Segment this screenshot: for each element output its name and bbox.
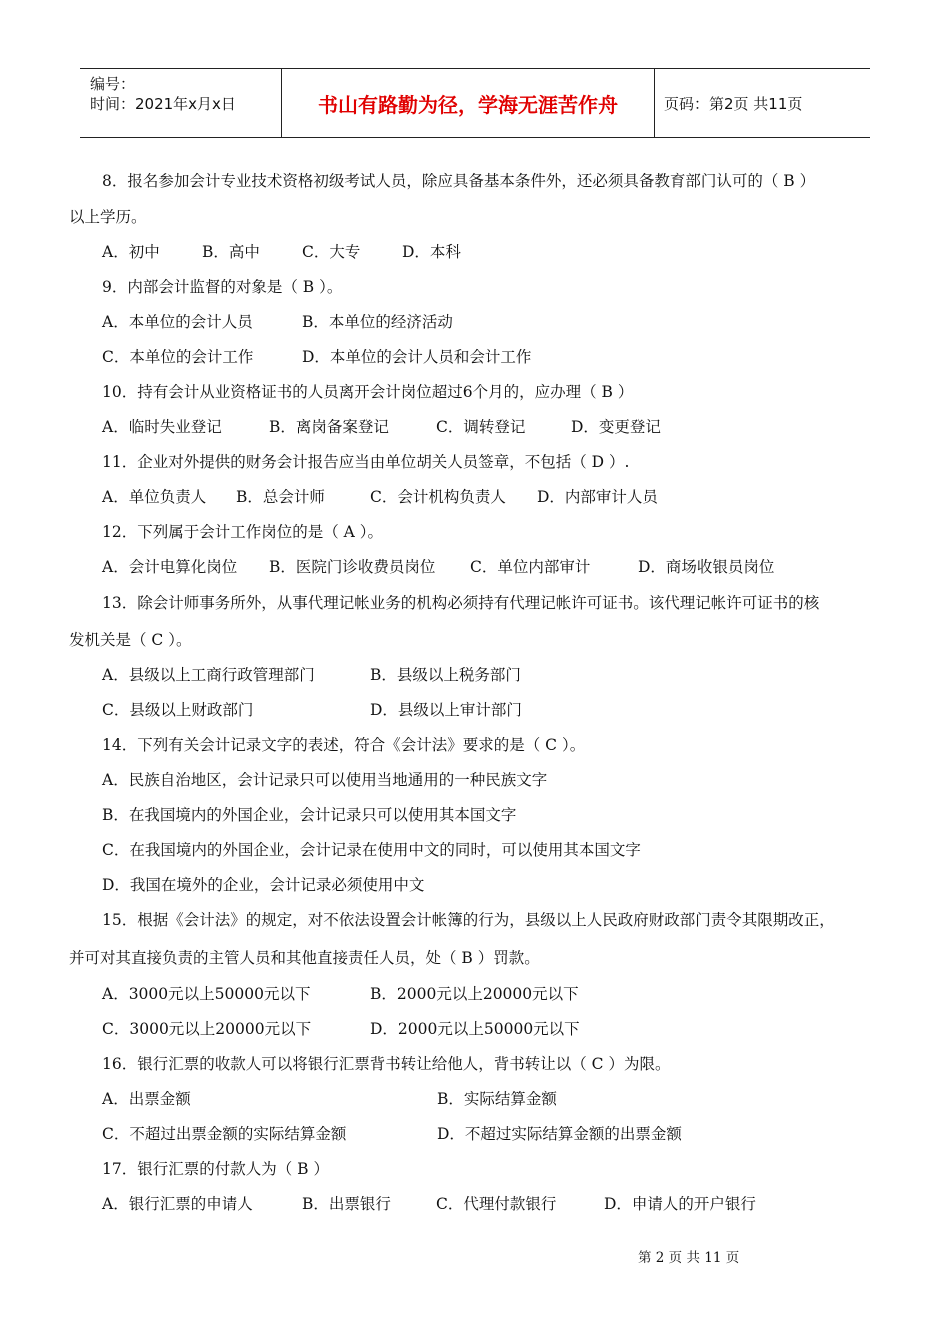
option-b: B．本单位的经济活动: [302, 313, 453, 331]
document-number-label: 编号：: [90, 75, 136, 93]
option-a: A．县级以上工商行政管理部门: [102, 666, 315, 684]
question-11-stem: 11．企业对外提供的财务会计报告应当由单位胡关人员签章，不包括（ D ）.: [102, 453, 630, 471]
header-motto-cell: [281, 69, 655, 137]
question-16-stem: 16．银行汇票的收款人可以将银行汇票背书转让给他人，背书转让以（ C ）为限。: [102, 1055, 671, 1073]
option-c: C．不超过出票金额的实际结算金额: [102, 1125, 347, 1143]
option-c: C．调转登记: [436, 418, 526, 436]
question-14-option-d: D．我国在境外的企业，会计记录必须使用中文: [102, 876, 425, 894]
option-a: A．单位负责人: [102, 488, 207, 506]
question-14-stem: 14．下列有关会计记录文字的表述，符合《会计法》要求的是（ C ）。: [102, 736, 586, 754]
question-15-stem-line2: 并可对其直接负责的主管人员和其他直接责任人员，处（ B ）罚款。: [69, 949, 540, 967]
question-17-stem: 17．银行汇票的付款人为（ B ）: [102, 1160, 329, 1178]
page-header: [80, 68, 870, 138]
option-b: B．医院门诊收费员岗位: [269, 558, 436, 576]
question-12-stem: 12．下列属于会计工作岗位的是（ A ）。: [102, 523, 384, 541]
header-page-label: 页码：第2页 共11页: [664, 94, 803, 113]
option-d: D．县级以上审计部门: [370, 701, 522, 719]
option-b: B．县级以上税务部门: [370, 666, 521, 684]
option-c: C．会计机构负责人: [370, 488, 506, 506]
question-10-stem: 10．持有会计从业资格证书的人员离开会计岗位超过6个月的，应办理（ B ）: [102, 383, 634, 401]
option-a: A．3000元以上50000元以下: [102, 985, 311, 1003]
question-9-stem: 9．内部会计监督的对象是（ B ）。: [102, 278, 343, 296]
header-motto: 书山有路勤为径，学海无涯苦作舟: [318, 92, 618, 117]
question-14-option-a: A．民族自治地区，会计记录只可以使用当地通用的一种民族文字: [102, 771, 548, 789]
option-d: D．变更登记: [571, 418, 661, 436]
option-d: D．本科: [402, 243, 461, 261]
option-b: B．出票银行: [302, 1195, 391, 1213]
option-a: A．本单位的会计人员: [102, 313, 253, 331]
question-13-stem-line1: 13．除会计师事务所外，从事代理记帐业务的机构必须持有代理记帐许可证书。该代理记帐许可证书的核: [102, 594, 820, 612]
option-d: D．申请人的开户银行: [604, 1195, 756, 1213]
option-c: C．大专: [302, 243, 361, 261]
question-14-option-b: B．在我国境内的外国企业，会计记录只可以使用其本国文字: [102, 806, 517, 824]
option-c: C．本单位的会计工作: [102, 348, 254, 366]
question-15-stem-line1: 15．根据《会计法》的规定，对不依法设置会计帐簿的行为，县级以上人民政府财政部门责令其限期改正，: [102, 911, 835, 929]
option-a: A．初中: [102, 243, 160, 261]
option-c: C．单位内部审计: [470, 558, 591, 576]
option-d: D．2000元以上50000元以下: [370, 1020, 580, 1038]
option-b: B．2000元以上20000元以下: [370, 985, 579, 1003]
option-d: D．商场收银员岗位: [638, 558, 775, 576]
option-a: A．会计电算化岗位: [102, 558, 238, 576]
option-c: C．3000元以上20000元以下: [102, 1020, 312, 1038]
question-8-stem-line2: 以上学历。: [69, 208, 147, 226]
header-page-cell: [654, 69, 870, 137]
option-d: D．不超过实际结算金额的出票金额: [437, 1125, 682, 1143]
question-13-stem-line2: 发机关是（ C ）。: [69, 631, 192, 649]
option-d: D．本单位的会计人员和会计工作: [302, 348, 532, 366]
question-14-option-c: C．在我国境内的外国企业，会计记录在使用中文的同时，可以使用其本国文字: [102, 841, 641, 859]
option-a: A．临时失业登记: [102, 418, 222, 436]
page-footer-number: 第 2 页 共 11 页: [638, 1250, 740, 1266]
document-time-label: 时间：2021年x月x日: [90, 95, 236, 113]
option-d: D．内部审计人员: [537, 488, 658, 506]
option-b: B．离岗备案登记: [269, 418, 389, 436]
option-a: A．银行汇票的申请人: [102, 1195, 253, 1213]
option-c: C．县级以上财政部门: [102, 701, 254, 719]
question-8-stem-line1: 8．报名参加会计专业技术资格初级考试人员，除应具备基本条件外，还必须具备教育部门认可的（ B ）: [102, 172, 816, 190]
option-b: B．高中: [202, 243, 260, 261]
header-left-cell: [80, 69, 280, 137]
option-b: B．实际结算金额: [437, 1090, 557, 1108]
option-c: C．代理付款银行: [436, 1195, 557, 1213]
option-b: B．总会计师: [236, 488, 325, 506]
option-a: A．出票金额: [102, 1090, 191, 1108]
